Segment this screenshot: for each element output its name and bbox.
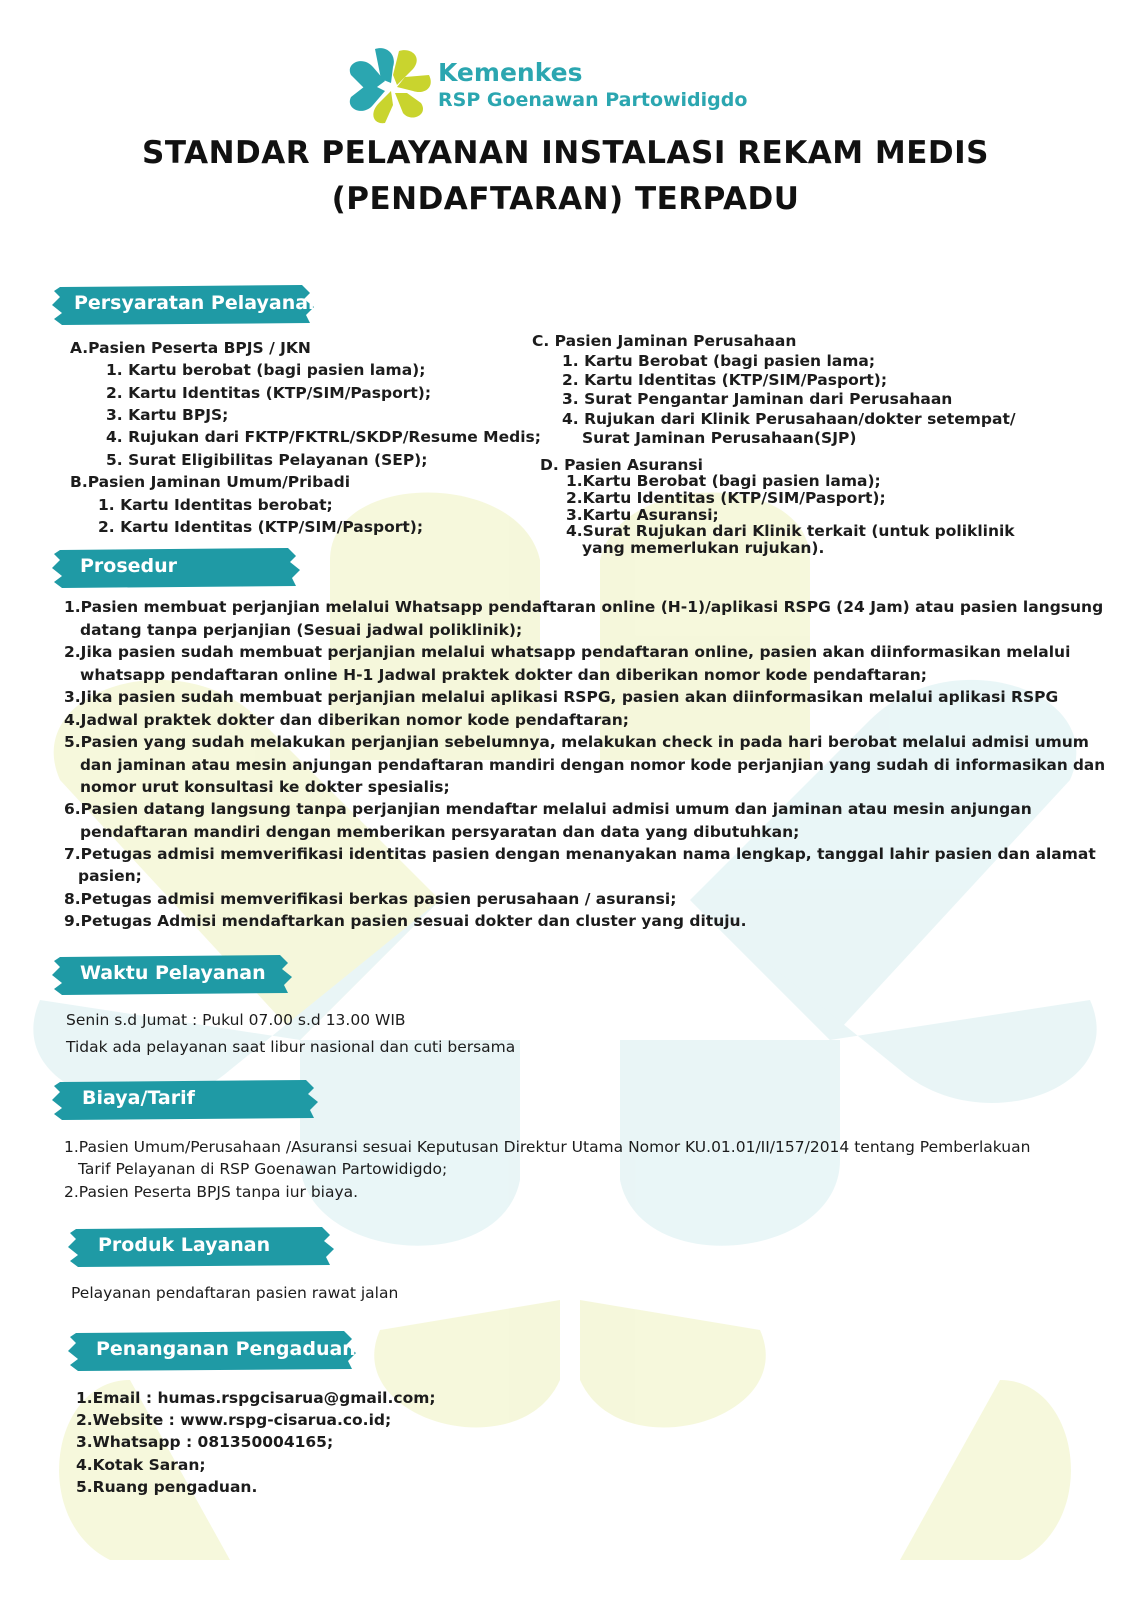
prosedur-line: 7.Petugas admisi memverifikasi identitas pasien dengan menanyakan nama lengkap, tanggal lahir pasien dan alamat xyxy=(64,845,1096,863)
list-item: 1. Kartu Identitas berobat; xyxy=(98,496,333,514)
section-heading: Penanganan Pengaduan xyxy=(96,1338,356,1360)
brand-name: Kemenkes xyxy=(438,58,583,87)
list-item: 1. Kartu Berobat (bagi pasien lama; xyxy=(562,352,876,370)
list-item: 2. Kartu Identitas (KTP/SIM/Pasport); xyxy=(562,371,888,389)
prosedur-line: pasien; xyxy=(78,867,142,885)
prosedur-line: 1.Pasien membuat perjanjian melalui Whatsapp pendaftaran online (H-1)/aplikasi RSPG (24 Jam) atau pasien langsung xyxy=(64,598,1104,616)
section-banner-prosedur xyxy=(52,548,300,588)
section-heading: Produk Layanan xyxy=(98,1234,271,1256)
group-a-label: A.Pasien Peserta BPJS / JKN xyxy=(70,339,311,357)
list-item: 3. Kartu BPJS; xyxy=(106,406,229,424)
list-item: 1.Kartu Berobat (bagi pasien lama); xyxy=(566,472,881,490)
group-b-label: B.Pasien Jaminan Umum/Pribadi xyxy=(70,473,351,491)
list-item: yang memerlukan rujukan). xyxy=(582,539,825,557)
biaya-line: Tarif Pelayanan di RSP Goenawan Partowidigdo; xyxy=(78,1160,448,1178)
section-heading: Waktu Pelayanan xyxy=(80,962,266,984)
prosedur-line: 5.Pasien yang sudah melakukan perjanjian sebelumnya, melakukan check in pada hari berobat melalui admisi umum xyxy=(64,733,1089,751)
prosedur-line: 4.Jadwal praktek dokter dan diberikan nomor kode pendaftaran; xyxy=(64,711,630,729)
prosedur-line: 8.Petugas admisi memverifikasi berkas pasien perusahaan / asuransi; xyxy=(64,890,677,908)
section-heading: Prosedur xyxy=(80,555,178,577)
biaya-line: 1.Pasien Umum/Perusahaan /Asuransi sesuai Keputusan Direktur Utama Nomor KU.01.01/II/157/2014 tentang Pemberlakuan xyxy=(64,1138,1031,1156)
waktu-line: Senin s.d Jumat : Pukul 07.00 s.d 13.00 WIB xyxy=(66,1011,406,1029)
waktu-line: Tidak ada pelayanan saat libur nasional dan cuti bersama xyxy=(66,1038,516,1056)
prosedur-line: 2.Jika pasien sudah membuat perjanjian melalui whatsapp pendaftaran online, pasien akan diinformasikan melalui xyxy=(64,643,1071,661)
contact-ruang-pengaduan: 5.Ruang pengaduan. xyxy=(76,1478,258,1496)
hospital-name: RSP Goenawan Partowidigdo xyxy=(438,89,748,111)
list-item: 4. Rujukan dari FKTP/FKTRL/SKDP/Resume Medis; xyxy=(106,428,541,446)
list-item: 2.Kartu Identitas (KTP/SIM/Pasport); xyxy=(566,489,886,507)
section-banner-produk xyxy=(68,1227,334,1267)
list-item: 1. Kartu berobat (bagi pasien lama); xyxy=(106,361,426,379)
prosedur-line: 9.Petugas Admisi mendaftarkan pasien sesuai dokter dan cluster yang dituju. xyxy=(64,912,747,930)
page-title-line-2: (PENDAFTARAN) TERPADU xyxy=(331,181,800,217)
prosedur-line: 3.Jika pasien sudah membuat perjanjian melalui aplikasi RSPG, pasien akan diinformasikan melalui aplikasi RSPG xyxy=(64,688,1059,706)
prosedur-line: pendaftaran mandiri dengan memberikan persyaratan dan data yang dibutuhkan; xyxy=(80,823,800,841)
group-c-label: C. Pasien Jaminan Perusahaan xyxy=(532,332,797,350)
section-banner-pengaduan xyxy=(68,1331,356,1371)
contact-kotak-saran: 4.Kotak Saran; xyxy=(76,1456,206,1474)
section-banner-waktu xyxy=(52,955,292,995)
produk-line: Pelayanan pendaftaran pasien rawat jalan xyxy=(71,1284,399,1302)
section-banner-persyaratan xyxy=(52,285,322,325)
group-d-label: D. Pasien Asuransi xyxy=(540,456,703,474)
list-item: 3. Surat Pengantar Jaminan dari Perusahaan xyxy=(562,390,953,408)
list-item: 2. Kartu Identitas (KTP/SIM/Pasport); xyxy=(98,518,424,536)
list-item: 4. Rujukan dari Klinik Perusahaan/dokter setempat/ xyxy=(562,410,1016,428)
list-item: 2. Kartu Identitas (KTP/SIM/Pasport); xyxy=(106,384,432,402)
list-item: 5. Surat Eligibilitas Pelayanan (SEP); xyxy=(106,451,428,469)
section-banner-biaya xyxy=(52,1080,318,1120)
contact-website: 2.Website : www.rspg-cisarua.co.id; xyxy=(76,1411,392,1429)
section-heading: Biaya/Tarif xyxy=(82,1087,195,1109)
prosedur-line: datang tanpa perjanjian (Sesuai jadwal poliklinik); xyxy=(80,621,523,639)
page-title-line-1: STANDAR PELAYANAN INSTALASI REKAM MEDIS xyxy=(142,135,989,171)
section-heading: Persyaratan Pelayanan xyxy=(74,292,322,314)
contact-whatsapp: 3.Whatsapp : 081350004165; xyxy=(76,1433,334,1451)
prosedur-line: whatsapp pendaftaran online H-1 Jadwal praktek dokter dan diberikan nomor kode pendaftaran; xyxy=(80,666,928,684)
list-item: 4.Surat Rujukan dari Klinik terkait (untuk poliklinik xyxy=(566,522,1015,540)
prosedur-line: dan jaminan atau mesin anjungan pendaftaran mandiri dengan nomor kode perjanjian yang sudah di informasikan dan xyxy=(80,756,1106,774)
list-item: 3.Kartu Asuransi; xyxy=(566,506,719,524)
contact-email: 1.Email : humas.rspgcisarua@gmail.com; xyxy=(76,1389,436,1407)
kemenkes-logo xyxy=(345,45,435,125)
biaya-line: 2.Pasien Peserta BPJS tanpa iur biaya. xyxy=(64,1183,359,1201)
list-item: Surat Jaminan Perusahaan(SJP) xyxy=(582,429,857,447)
prosedur-line: nomor urut konsultasi ke dokter spesialis; xyxy=(80,778,450,796)
prosedur-line: 6.Pasien datang langsung tanpa perjanjian mendaftar melalui admisi umum dan jaminan atau mesin anjungan xyxy=(64,800,1032,818)
